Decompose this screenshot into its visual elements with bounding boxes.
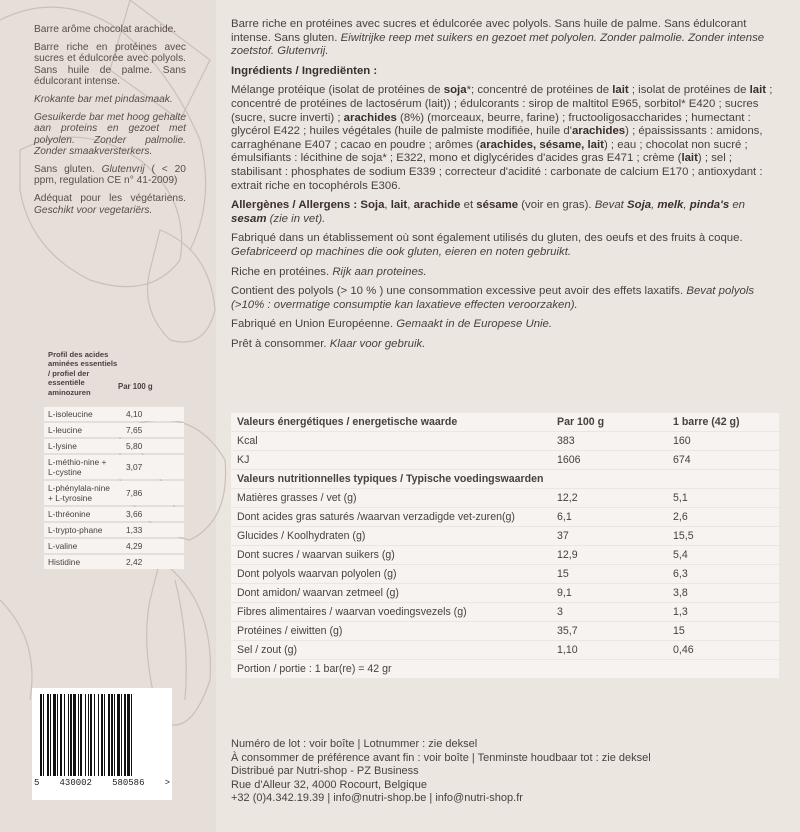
barcode-bar [94,694,95,776]
barcode-bar [50,694,51,776]
nutrient-label: Protéines / eiwitten (g) [231,622,551,640]
amino-header-label: Profil des acides aminées essentiels / profiel der essentiële aminozuren [48,350,118,397]
value-per-100g: 37 [551,527,667,545]
barcode-bar [114,694,115,776]
allergen-nl-pindas: pinda's [689,199,730,212]
polyols-nl: Bevat polyols (>10% : overmatige consumptie kan laxatieve effecten veroorzaken). [231,285,755,311]
barcode-bar [68,694,69,776]
ing-text: Mélange protéique (isolat de protéines de [231,84,444,97]
amino-name: L-leucine [48,425,82,436]
barcode-bar [70,694,72,776]
nutrition-row [231,489,779,507]
made-fr: Fabriqué en Union Européenne. [231,318,394,331]
nutrient-label: Matières grasses / vet (g) [231,489,551,507]
factory-nl: Gefabriceerd op machines die ook gluten, eieren en noten gebruikt. [231,245,572,258]
allergen-nl-sesam: sesam [231,212,267,225]
barcode-bar [101,694,103,776]
vegetarian-nl: Geschikt voor vegetariërs. [34,204,153,216]
barcode-bar [43,694,44,776]
allergens: Allergènes / Allergens : Soja, lait, arachide et sésame (voir en gras). Bevat Soja, melk, pinda's en sesam (zie in vet). [231,199,745,225]
ready-nl: Klaar voor gebruik. [329,337,426,350]
ing-allergen: lait [612,84,629,97]
value-per-bar: 15 [667,622,779,640]
value-per-bar: 2,6 [667,508,779,526]
amino-value: 7,65 [126,425,143,436]
nutrient-label: Valeurs énergétiques / energetische waarde [231,413,551,431]
sidebar-paragraph-4: Gesuikerde bar met hoog gehalte aan proteins en gezoet met polyolen. Zonder palmolie. Zonder smaakversterkers. [34,112,186,157]
amino-value: 2,42 [126,557,143,568]
value-per-bar: 6,3 [667,565,779,583]
gluten-fr: Sans gluten. [34,164,95,176]
barcode-bar [64,694,65,776]
nutrient-label: Glucides / Koolhydraten (g) [231,527,551,545]
factory-fr: Fabriqué dans un établissement où sont également utilisés du gluten, des oeufs et des fruits à coque. [231,232,743,245]
amino-acid-table [44,350,184,569]
value-per-bar: 5,1 [667,489,779,507]
ing-allergen: soja [443,84,467,97]
amino-name: L-trypto-phane [48,525,103,536]
rich-nl: Rijk aan proteines. [332,265,427,278]
nutrient-label: Dont amidon/ waarvan zetmeel (g) [231,584,551,602]
amino-row [44,455,184,479]
factory-notice [231,232,781,259]
allergens-note-nl: (zie in vet). [269,212,326,225]
value-per-bar: 1 barre (42 g) [667,413,779,431]
barcode-bars [40,694,164,776]
gluten-detail: ( < 20 ppm, regulation CE n° 41-2009) [34,164,186,187]
amino-name: L-lysine [48,441,77,452]
amino-name: L-thréonine [48,509,91,520]
amino-value: 4,10 [126,409,143,420]
barcode-bar [124,694,126,776]
ing-text: (8%) (morceaux, beurre, farine) ; fructooligosaccharides ; humectant : glycérol E422 ; huiles végétales (huile de palmiste modifiée, huile d' [231,111,751,138]
distributor: Distribué par Nutri-shop - PZ Business [231,765,419,778]
amino-name: L-phénylala-nine + L-tyrosine [48,483,110,504]
barcode-bar [40,694,42,776]
ing-text: ) ; sel ; stabilisant : phosphates de sodium E339 ; correcteur d'acidité : carbonate de calcium E170 ; antioxydant : extrait riche en tocophérols E306. [231,152,763,192]
value-per-bar: 3,8 [667,584,779,602]
barcode [32,688,172,800]
allergen-lait: lait [390,199,408,212]
allergens-nl-bevat: Bevat [594,199,624,212]
allergens-note-fr: (voir en gras). [521,199,592,212]
barcode-bar [47,694,49,776]
amino-value: 5,80 [126,441,143,452]
ing-text: ; concentré de protéines de lactosérum (lait)) ; édulcorants : sirop de maltitol E965, sorbitol* E420 ; sucres (sucre, sucre inverti) ; [231,84,773,124]
barcode-bar [131,694,132,776]
nutrition-row [231,565,779,583]
amino-row [44,523,184,537]
value-per-100g: 12,9 [551,546,667,564]
barcode-bar [60,694,62,776]
ingredients-title-text: Ingrédients / Ingrediënten : [231,64,378,77]
barcode-bar [57,694,58,776]
intro-nl: Eiwitrijke reep met suikers en gezoet met polyolen. Zonder palmolie. Zonder intense zoetstof. Glutenvrij. [231,31,765,58]
sidebar-description [34,24,186,223]
main-text [231,18,781,357]
amino-row [44,539,184,553]
allergen-nl-melk: melk [657,199,684,212]
value-per-100g: 6,1 [551,508,667,526]
sidebar-gluten [34,164,186,186]
nutrition-table [231,412,779,679]
barcode-bar [117,694,120,776]
nutrient-label: Dont sucres / waarvan suikers (g) [231,546,551,564]
value-per-100g: 9,1 [551,584,667,602]
value-per-100g: 35,7 [551,622,667,640]
amino-row [44,407,184,421]
footer-info [231,738,751,806]
amino-value: 3,07 [126,462,143,473]
address: Rue d'Alleur 32, 4000 Rocourt, Belgique [231,778,427,791]
ing-allergen: lait [681,152,698,165]
nutrient-label: Sel / zout (g) [231,641,551,659]
nutrient-label: KJ [231,451,551,469]
value-per-100g: 383 [551,432,667,450]
gluten-nl: Glutenvrij [101,164,145,176]
barcode-bar [111,694,113,776]
ing-allergen: arachides [571,125,626,138]
intro-fr: Barre riche en protéines avec sucres et édulcorée avec polyols. Sans huile de palme. Sans édulcorant intense. Sans gluten. [231,18,747,44]
ready-to-eat [231,338,781,352]
nutrition-row [231,546,779,564]
ing-text: *; concentré de protéines de [466,84,613,97]
nutrition-header-row [231,413,779,431]
value-per-bar: 674 [667,451,779,469]
allergens-nl-en: en [732,199,745,212]
amino-row [44,555,184,569]
sidebar-paragraph-3: Krokante bar met pindasmaak. [34,94,173,106]
ing-allergen: arachides, sésame, lait [479,138,604,151]
sidebar-paragraph-2: Barre riche en protéines avec sucres et édulcorée avec polyols. Sans huile de palme. Sans édulcorant intense. [34,42,186,87]
allergens-title: Allergènes / Allergens : [231,199,358,212]
amino-value: 7,86 [126,488,143,499]
value-per-100g: Par 100 g [551,413,667,431]
value-per-100g: 15 [551,565,667,583]
amino-row [44,439,184,453]
nutrition-section-row [231,470,779,488]
polyols-warning [231,285,781,312]
made-in-eu [231,318,781,332]
barcode-bar [80,694,82,776]
nutrient-label: Fibres alimentaires / waarvan voedingsvezels (g) [231,603,551,621]
allergen-soja: Soja [360,199,385,212]
barcode-bar [104,694,105,776]
nutrition-row [231,451,779,469]
value-per-bar: 5,4 [667,546,779,564]
value-per-bar: 0,46 [667,641,779,659]
amino-name: Histidine [48,557,81,568]
ingredients-title [231,65,781,79]
barcode-digits [32,778,172,788]
nutrition-table-body [231,413,779,678]
value-per-bar: 160 [667,432,779,450]
amino-name: L-valine [48,541,78,552]
portion-row [231,660,779,678]
barcode-digit-suffix: > [164,778,170,788]
amino-table-header [44,350,184,397]
amino-value: 3,66 [126,509,143,520]
allergen-arachide: arachide [413,199,461,212]
ingredients-list [231,84,781,193]
nutrition-row [231,603,779,621]
rich-fr: Riche en protéines. [231,265,330,278]
barcode-digit-group-1: 430002 [59,778,92,788]
vegetarian-fr: Adéquat pour les végétariens. [34,193,186,205]
nutrition-row [231,508,779,526]
barcode-bar [98,694,99,776]
barcode-digit-group-2: 580586 [112,778,145,788]
barcode-bar [73,694,76,776]
best-before: À consommer de préférence avant fin : voir boîte | Tenminste houdbaar tot : zie deksel [231,751,651,764]
barcode-digit-prefix: 5 [34,778,40,788]
nutrient-label: Dont polyols waarvan polyolen (g) [231,565,551,583]
portion-text: Portion / portie : 1 bar(re) = 42 gr [231,660,779,678]
sidebar-paragraph-1: Barre arôme chocolat arachide. [34,24,177,35]
value-per-100g: 1,10 [551,641,667,659]
ing-text: ; isolat de protéines de [628,84,750,97]
lot-number: Numéro de lot : voir boîte | Lotnummer : zie deksel [231,738,478,750]
barcode-bar [53,694,56,776]
amino-row [44,481,184,505]
barcode-bar [90,694,92,776]
allergens-and: et [463,199,474,212]
nutrition-row [231,622,779,640]
ing-allergen: arachides [343,111,397,124]
nutrition-row [231,527,779,545]
barcode-bar [127,694,130,776]
amino-row [44,423,184,437]
amino-name: L-isoleucine [48,409,93,420]
amino-row [44,507,184,521]
ready-fr: Prêt à consommer. [231,337,327,350]
value-per-bar: 15,5 [667,527,779,545]
barcode-bar [108,694,110,776]
barcode-bar [85,694,86,776]
barcode-bar [78,694,79,776]
nutrition-section-title: Valeurs nutritionnelles typiques / Typische voedingswaarden [231,470,779,488]
nutrition-row [231,584,779,602]
contact: +32 (0)4.342.19.39 | info@nutri-shop.be | info@nutri-shop.fr [231,792,523,805]
amino-value: 4,29 [126,541,143,552]
ing-text: ) ; eau ; chocolat non sucré ; émulsifiants : lécithine de soja* ; E322, mono et diglycérides d'acides gras E471 ; crème ( [231,138,748,165]
amino-value: 1,33 [126,525,143,536]
nutrition-row [231,432,779,450]
intro [231,18,781,59]
ing-text: ) ; épaississants : amidons, carraghénane E407 ; cacao en poudre ; arômes ( [231,125,763,151]
value-per-100g: 3 [551,603,667,621]
made-nl: Gemaakt in de Europese Unie. [396,318,553,331]
amino-header-value: Par 100 g [118,382,153,391]
nutrient-label: Kcal [231,432,551,450]
nutrient-label: Dont acides gras saturés /waarvan verzadigde vet-zuren(g) [231,508,551,526]
sidebar-vegetarian [34,193,186,215]
allergen-sesame: sésame [476,199,519,212]
value-per-100g: 1606 [551,451,667,469]
rich-in-protein [231,266,781,280]
amino-name: L-méthio-nine + L-cystine [48,457,107,478]
polyols-fr: Contient des polyols (> 10 % ) une consommation excessive peut avoir des effets laxatifs. [231,285,684,298]
barcode-bar [88,694,89,776]
allergen-nl-soja: Soja [627,199,652,212]
ing-allergen: lait [749,84,767,97]
nutrition-row [231,641,779,659]
value-per-100g: 12,2 [551,489,667,507]
barcode-bar [121,694,122,776]
value-per-bar: 1,3 [667,603,779,621]
